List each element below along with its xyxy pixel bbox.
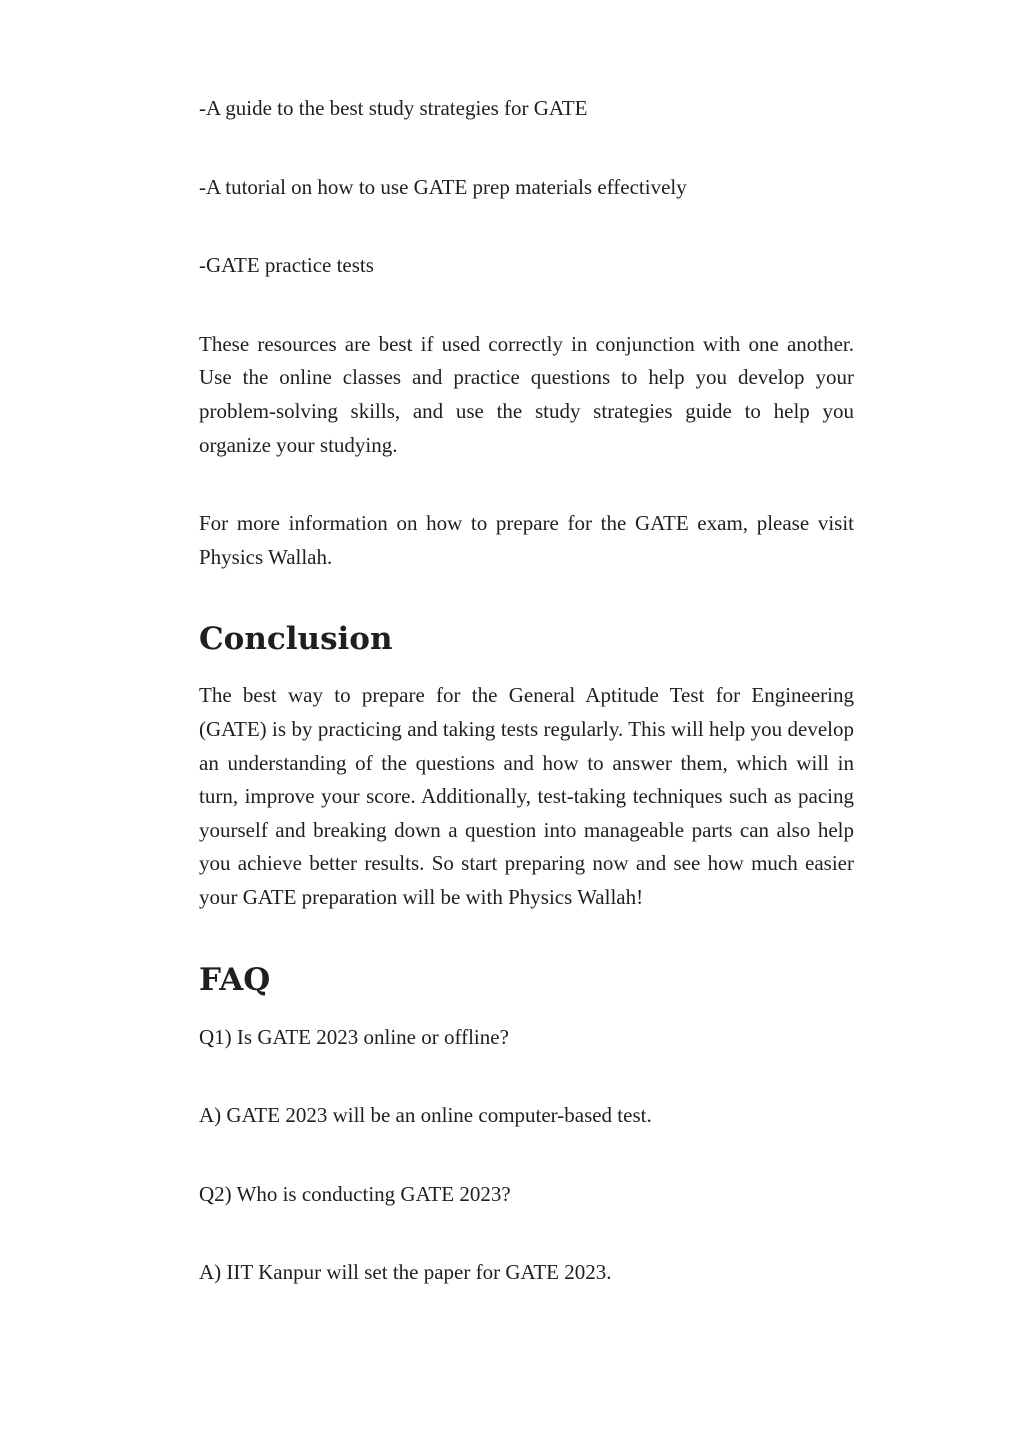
faq-answer-2: A) IIT Kanpur will set the paper for GATE 2023.: [199, 1260, 612, 1285]
resource-item-tutorial: -A tutorial on how to use GATE prep materials effectively: [199, 174, 687, 199]
faq-question-2: Q2) Who is conducting GATE 2023?: [199, 1181, 511, 1206]
document-page: [199, 92, 854, 1335]
faq-answer-1: A) GATE 2023 will be an online computer-based test.: [199, 1103, 652, 1128]
more-info-paragraph: For more information on how to prepare for the GATE exam, please visit Physics Wallah.: [199, 511, 854, 569]
conclusion-paragraph: The best way to prepare for the General Aptitude Test for Engineering (GATE) is by practicing and taking tests regularly. This will help you develop an understanding of the questions and how to answer them, which will in turn, improve your score. Additionally, test-taking techniques such as pacing yourself and breaking down a question into manageable parts can also help you achieve better results. So start preparing now and see how much easier your GATE preparation will be with Physics Wallah!: [199, 683, 854, 909]
faq-question-1: Q1) Is GATE 2023 online or offline?: [199, 1024, 509, 1049]
resource-item-practice-tests: -GATE practice tests: [199, 253, 374, 278]
faq-heading: FAQ: [199, 961, 271, 998]
conclusion-heading: Conclusion: [199, 621, 393, 658]
resources-paragraph: These resources are best if used correctly in conjunction with one another. Use the online classes and practice questions to help you develop your problem-solving skills, and use the study strategies guide to help you organize your studying.: [199, 331, 854, 457]
resource-item-study-strategies: -A guide to the best study strategies for GATE: [199, 96, 588, 120]
